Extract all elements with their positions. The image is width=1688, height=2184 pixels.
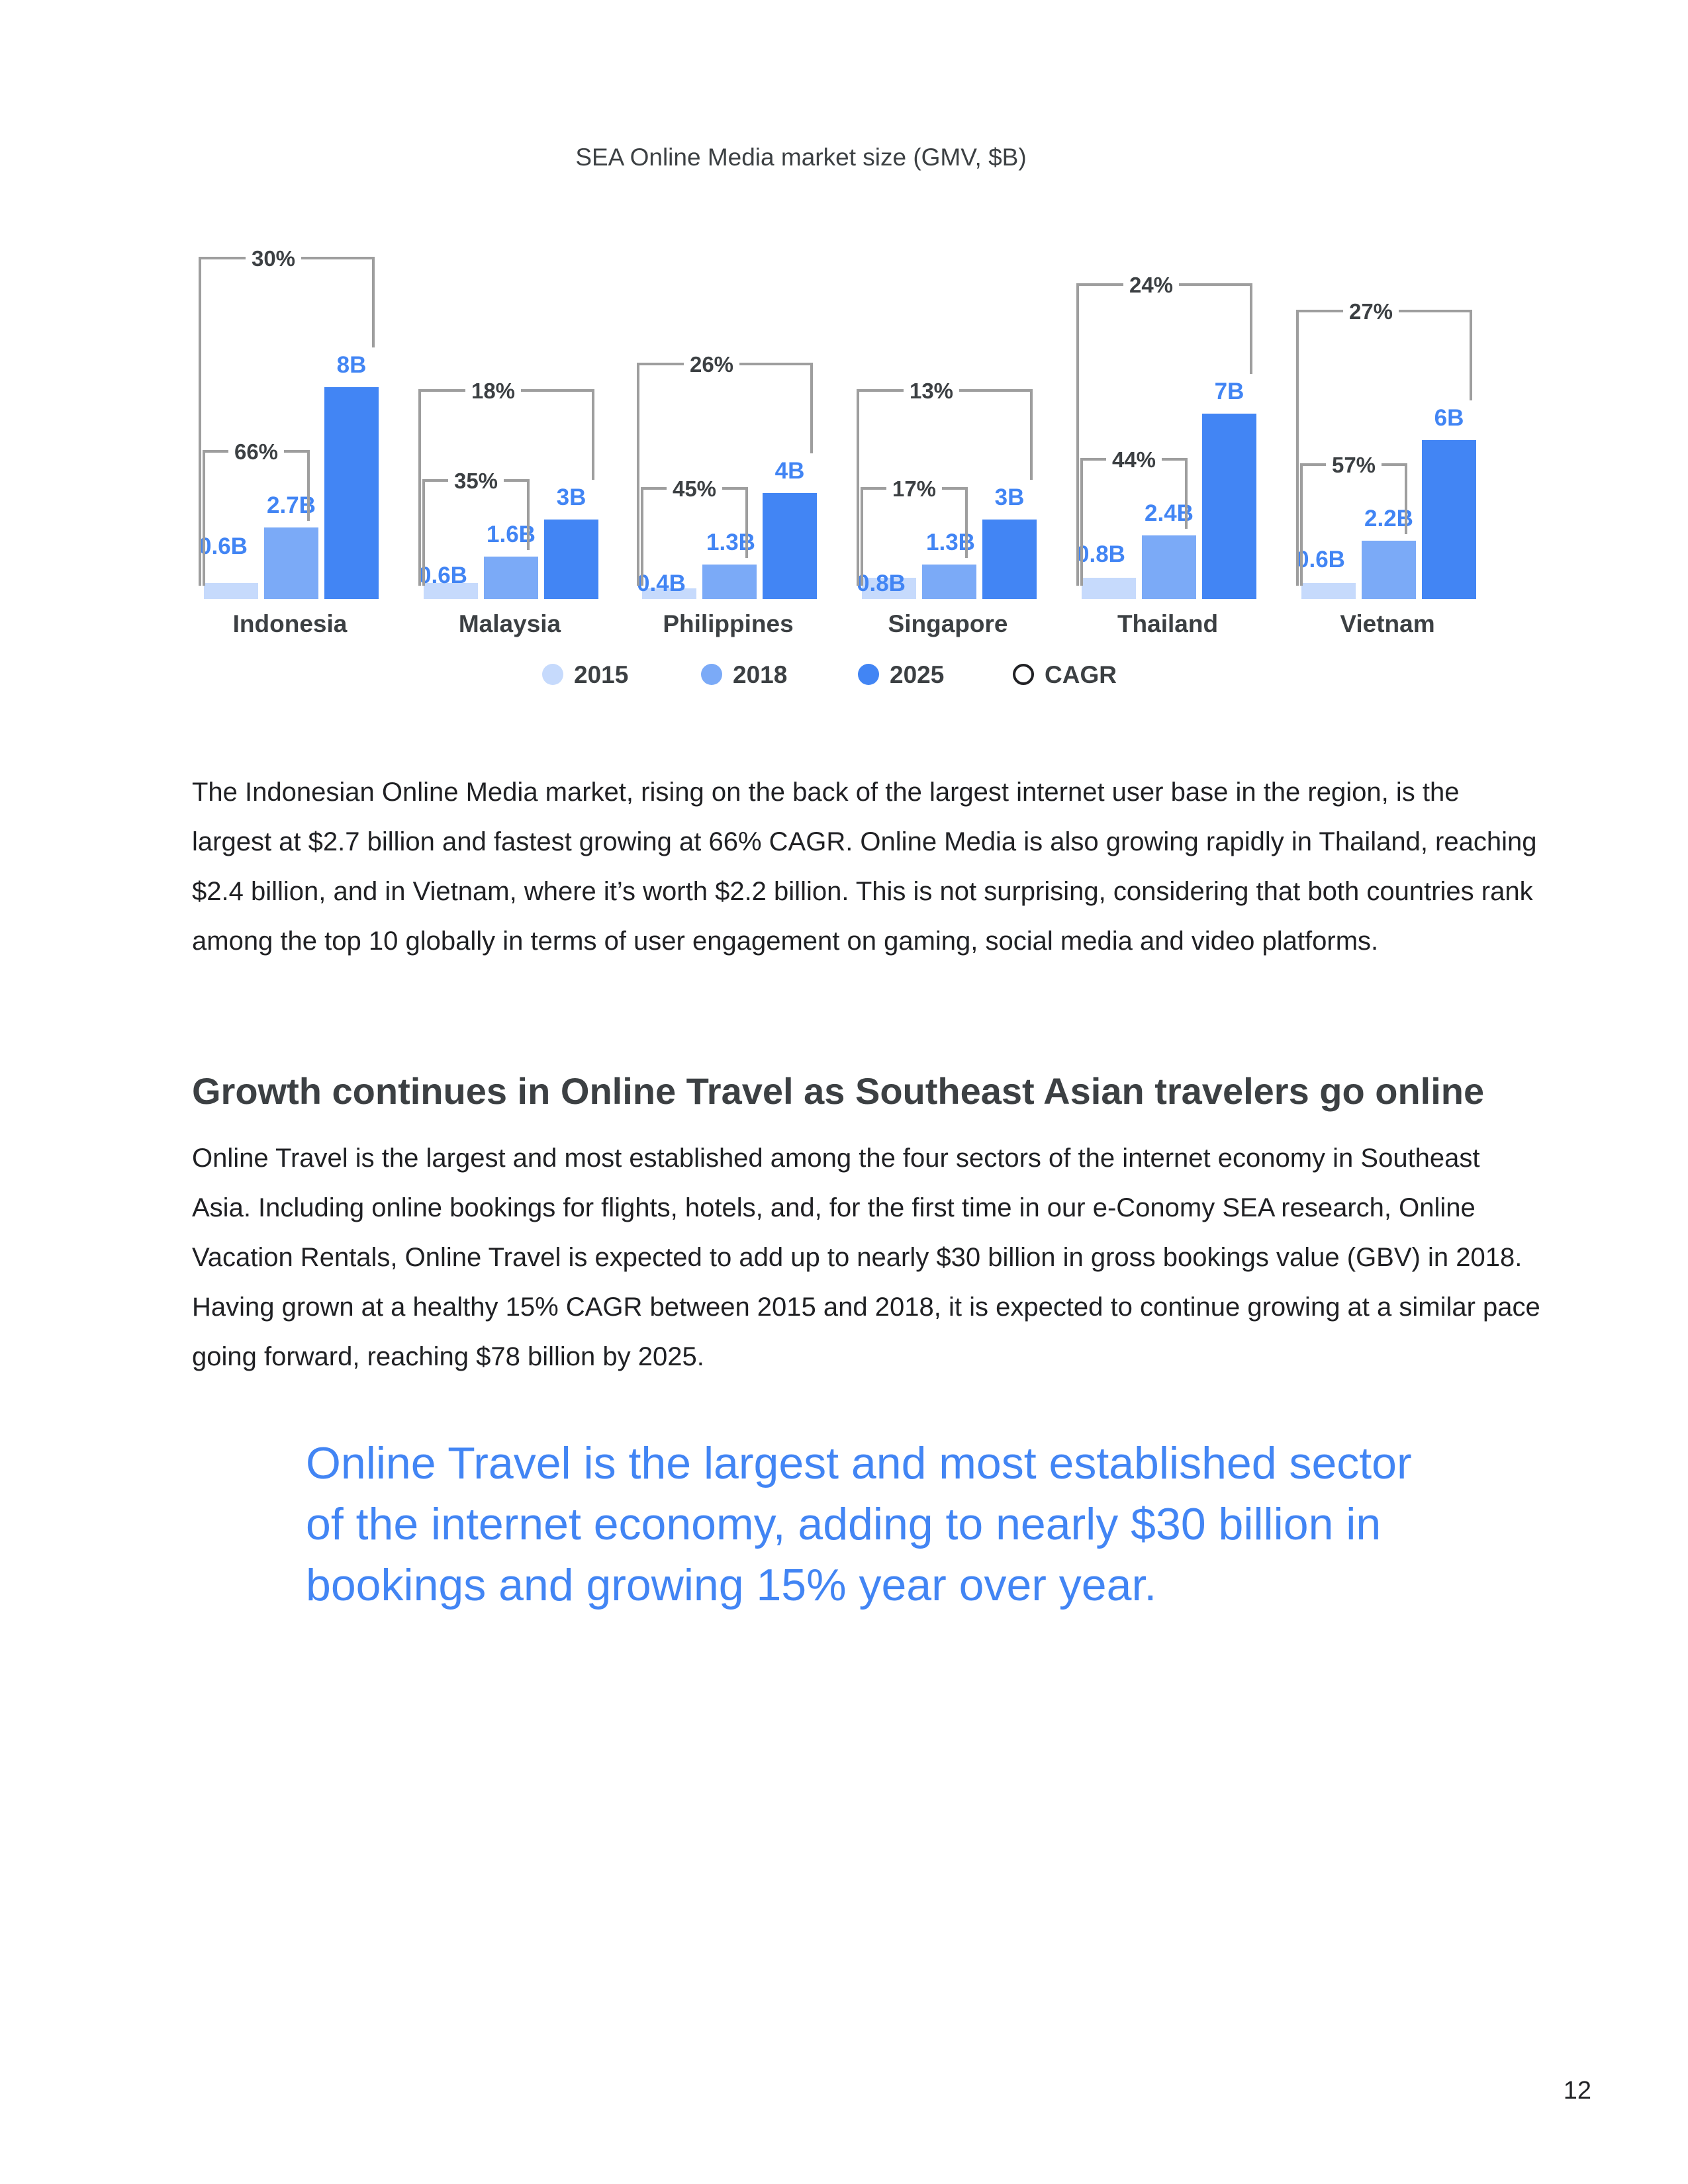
- legend-marker-2015: [542, 664, 563, 685]
- value-label-thailand-2018: 2.4B: [1145, 500, 1194, 526]
- value-label-philippines-2018: 1.3B: [706, 529, 755, 555]
- value-label-singapore-2025: 3B: [994, 484, 1025, 510]
- value-label-thailand-2025: 7B: [1214, 379, 1244, 404]
- bar-singapore-2025: [982, 520, 1037, 599]
- category-label-malaysia: Malaysia: [458, 610, 561, 637]
- category-label-philippines: Philippines: [663, 610, 794, 637]
- legend-label-2018: 2018: [733, 661, 788, 688]
- value-label-singapore-2015: 0.8B: [857, 570, 906, 596]
- cagr-2015-2018-indonesia: 66%: [234, 439, 279, 464]
- bar-thailand-2018: [1142, 535, 1196, 599]
- cagr-outer-bracket-left-thailand: [1078, 285, 1123, 586]
- cagr-2015-2025-singapore: 13%: [909, 379, 954, 403]
- legend-marker-cagr: [1014, 665, 1033, 684]
- cagr-outer-bracket-right-indonesia: [301, 258, 373, 347]
- cagr-2015-2018-vietnam: 57%: [1331, 453, 1376, 477]
- category-label-vietnam: Vietnam: [1340, 610, 1435, 637]
- paragraph-online-media: The Indonesian Online Media market, rising on the back of the largest internet user base in the region, is the largest at $2.7 billion and fastest growing at 66% CAGR. Online Media is also growing rapidly in Thailand, reaching $2.4 billion, and in Vietnam, where it’s worth $2.2 billion. This is not surprising, considering that both countries rank among the top 10 globally in terms of user engagement on gaming, social media and video platforms.: [192, 778, 1537, 956]
- bar-singapore-2018: [922, 565, 976, 599]
- cagr-2015-2018-malaysia: 35%: [453, 469, 498, 493]
- value-label-indonesia-2018: 2.7B: [267, 492, 316, 518]
- value-label-malaysia-2025: 3B: [556, 484, 586, 510]
- cagr-bracket-left-indonesia: [204, 451, 228, 586]
- cagr-2015-2025-philippines: 26%: [689, 352, 734, 377]
- bar-vietnam-2015: [1301, 583, 1356, 599]
- value-label-vietnam-2025: 6B: [1434, 405, 1464, 431]
- bar-indonesia-2018: [264, 527, 318, 599]
- value-label-indonesia-2015: 0.6B: [199, 533, 248, 559]
- paragraph-online-travel: Online Travel is the largest and most established among the four sectors of the internet economy in Southeast Asia. Including online bookings for flights, hotels, and, for the first time in our e-Conomy SEA research, Online Vacation Rentals, Online Travel is expected to add up to nearly $30 billion in gross bookings value (GBV) in 2018. Having grown at a healthy 15% CAGR between 2015 and 2018, it is expected to continue growing at a similar pace going forward, reaching $78 billion by 2025.: [192, 1144, 1540, 1371]
- bar-malaysia-2025: [544, 520, 598, 599]
- cagr-2015-2025-vietnam: 27%: [1348, 299, 1393, 324]
- legend-label-cagr: CAGR: [1045, 661, 1117, 688]
- value-label-vietnam-2015: 0.6B: [1296, 547, 1345, 572]
- online-media-chart: [0, 132, 1688, 728]
- value-label-malaysia-2015: 0.6B: [418, 563, 467, 588]
- chart-title: SEA Online Media market size (GMV, $B): [575, 144, 1027, 171]
- cagr-2015-2018-singapore: 17%: [892, 477, 937, 501]
- section-heading: Growth continues in Online Travel as Southeast Asian travelers go online: [192, 1070, 1485, 1112]
- page-number: 12: [1563, 2077, 1591, 2105]
- bar-philippines-2018: [702, 565, 757, 599]
- value-label-thailand-2015: 0.8B: [1076, 541, 1125, 567]
- value-label-vietnam-2018: 2.2B: [1364, 506, 1413, 531]
- cagr-2015-2018-philippines: 45%: [672, 477, 717, 501]
- category-label-thailand: Thailand: [1117, 610, 1219, 637]
- legend-marker-2025: [858, 664, 879, 685]
- cagr-outer-bracket-right-singapore: [959, 390, 1031, 480]
- bar-vietnam-2018: [1362, 541, 1416, 599]
- value-label-singapore-2018: 1.3B: [926, 529, 975, 555]
- bar-thailand-2015: [1082, 578, 1136, 599]
- cagr-2015-2025-indonesia: 30%: [251, 246, 296, 271]
- value-label-philippines-2025: 4B: [774, 458, 805, 484]
- cagr-outer-bracket-left-philippines: [638, 364, 684, 586]
- legend-label-2025: 2025: [890, 661, 945, 688]
- category-label-indonesia: Indonesia: [232, 610, 348, 637]
- cagr-outer-bracket-right-philippines: [739, 364, 812, 453]
- legend-label-2015: 2015: [574, 661, 629, 688]
- legend-marker-2018: [701, 664, 722, 685]
- category-label-singapore: Singapore: [888, 610, 1008, 637]
- cagr-2015-2025-malaysia: 18%: [471, 379, 516, 403]
- bar-vietnam-2025: [1422, 440, 1476, 599]
- cagr-outer-bracket-left-vietnam: [1297, 311, 1343, 586]
- pull-quote: Online Travel is the largest and most established sector of the internet economy, adding to nearly $30 billion in bookings and growing 15% year over year.: [306, 1438, 1412, 1610]
- value-label-indonesia-2025: 8B: [336, 352, 367, 378]
- bar-thailand-2025: [1202, 414, 1256, 599]
- cagr-outer-bracket-right-vietnam: [1399, 311, 1471, 400]
- cagr-outer-bracket-right-thailand: [1179, 285, 1251, 374]
- value-label-malaysia-2018: 1.6B: [487, 522, 536, 547]
- value-label-philippines-2015: 0.4B: [637, 570, 686, 596]
- cagr-outer-bracket-right-malaysia: [521, 390, 593, 480]
- cagr-2015-2018-thailand: 44%: [1111, 447, 1156, 472]
- bar-indonesia-2015: [204, 583, 258, 599]
- bar-philippines-2025: [763, 493, 817, 599]
- bar-malaysia-2018: [484, 557, 538, 599]
- cagr-2015-2025-thailand: 24%: [1129, 273, 1174, 297]
- bar-indonesia-2025: [324, 387, 379, 599]
